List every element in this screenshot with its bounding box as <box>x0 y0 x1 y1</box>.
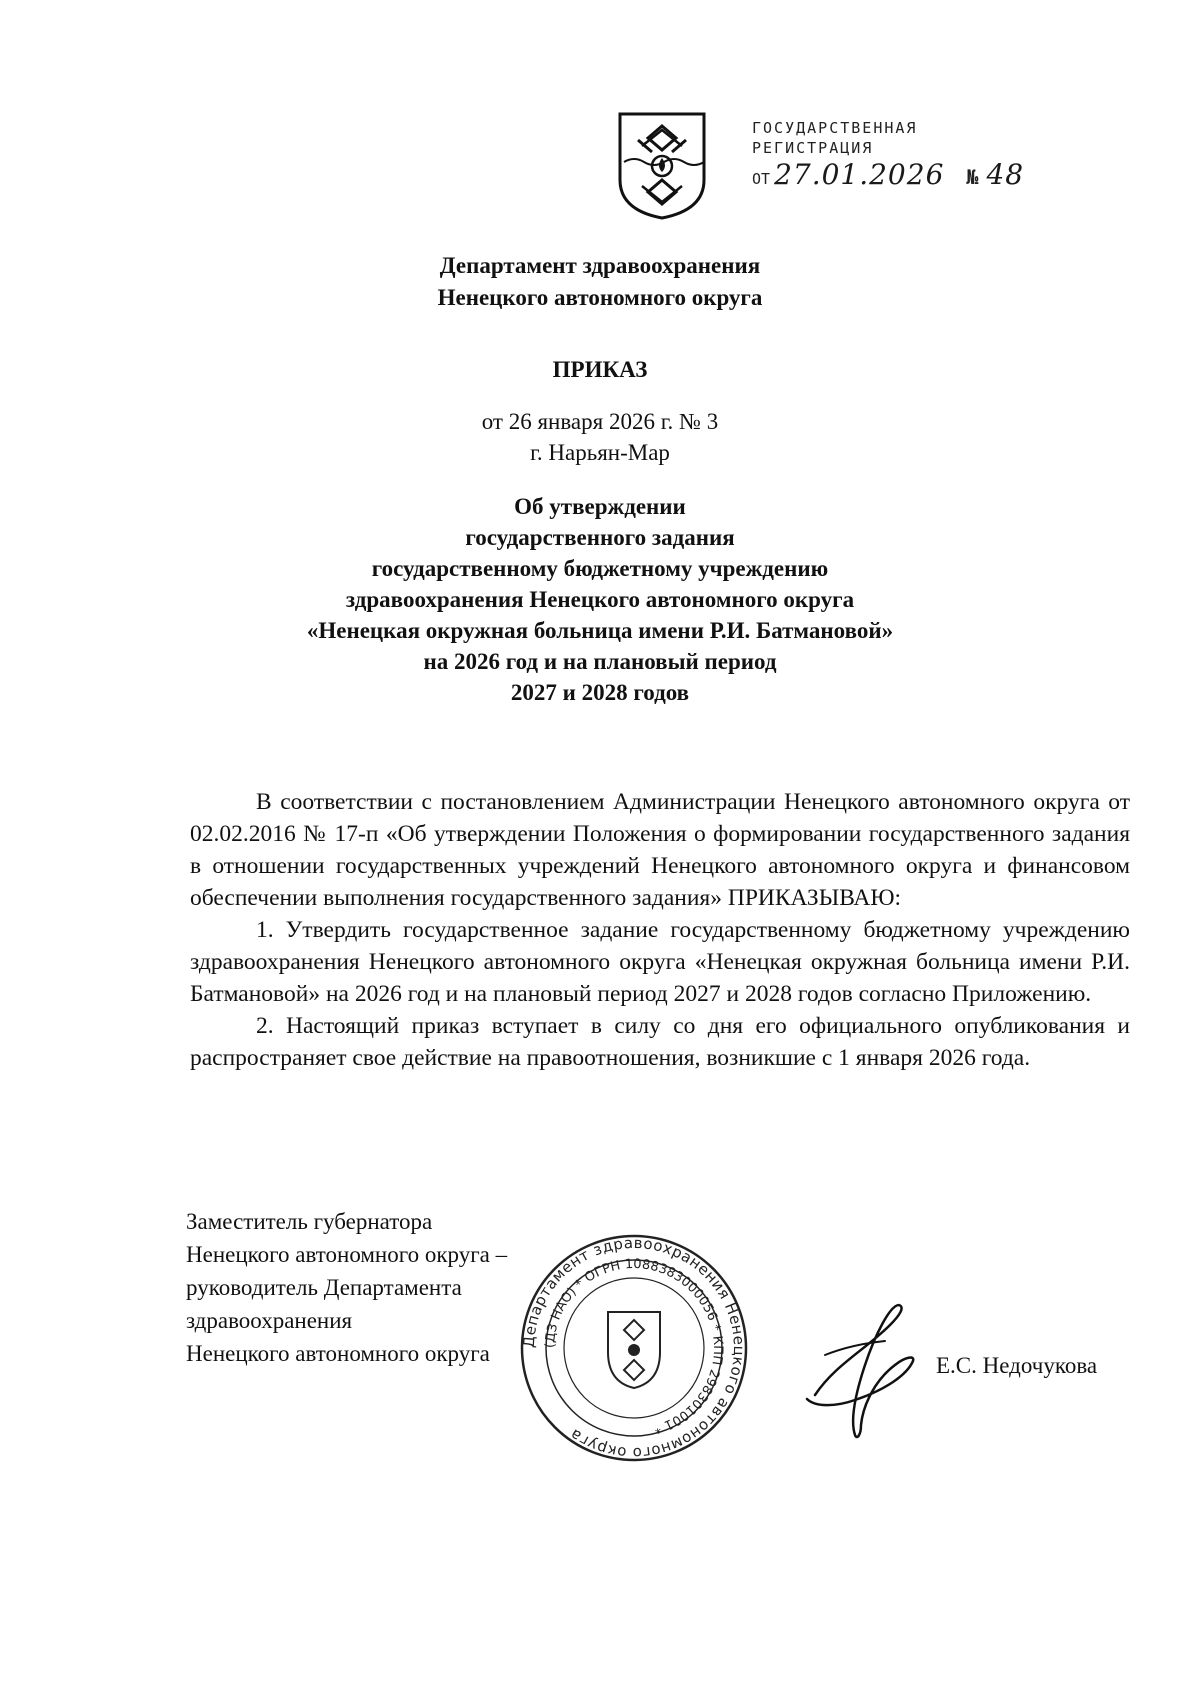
registration-stamp <box>752 118 1025 191</box>
seal-outer-text: Департамент здравоохранения Ненецкого автономного округа <box>519 1233 749 1463</box>
order-body <box>190 786 1130 1074</box>
registration-line-1: ГОСУДАРСТВЕННАЯ <box>752 119 918 137</box>
registration-from-prefix: ОТ <box>752 170 771 188</box>
registration-number-prefix: № <box>966 165 979 189</box>
title-line: Об утверждении <box>514 494 686 519</box>
body-paragraph-preamble: В соответствии с постановлением Администрации Ненецкого автономного округа от 02.02.2016 № 17-п «Об утверждении Положения о формировании государственного задания в отношении государственных учреждений Ненецкого автономного округа и финансовом обеспечении выполнения государственного задания» ПРИКАЗЫВАЮ: <box>190 789 1130 911</box>
department-line-2: Ненецкого автономного округа <box>437 285 763 310</box>
document-date-number: от 26 января 2026 г. № 3 <box>481 409 719 434</box>
document-type: ПРИКАЗ <box>552 357 648 382</box>
registration-line-2: РЕГИСТРАЦИЯ <box>752 139 874 157</box>
title-line: здравоохранения Ненецкого автономного округа <box>345 587 855 612</box>
official-seal <box>518 1232 750 1464</box>
coat-of-arms-icon <box>616 110 708 222</box>
signer-name: Е.С. Недочукова <box>936 1353 1098 1378</box>
signer-position-line: Заместитель губернатора <box>186 1209 433 1234</box>
signer-position-line: руководитель Департамента <box>186 1275 462 1300</box>
department-line-1: Департамент здравоохранения <box>439 253 761 278</box>
seal-emblem-icon <box>608 1312 660 1388</box>
title-line: на 2026 год и на плановый период <box>423 649 777 674</box>
handwritten-signature <box>795 1295 925 1445</box>
registration-date: 27.01.2026 <box>774 158 945 191</box>
signer-position-line: здравоохранения <box>186 1308 353 1333</box>
registration-number: 48 <box>986 158 1025 191</box>
title-line: государственного задания <box>465 525 735 550</box>
body-paragraph-item-2: 2. Настоящий приказ вступает в силу со дня его официального опубликования и распространяет свое действие на правоотношения, возникшие с 1 января 2026 года. <box>190 1013 1130 1071</box>
signer-position-line: Ненецкого автономного округа <box>186 1341 490 1366</box>
title-line: «Ненецкая окружная больница имени Р.И. Батмановой» <box>306 618 894 643</box>
seal-ring-text: (ДЗ НАО) * ОГРН 1088383000056 * КПП 298301001 * <box>542 1256 726 1437</box>
signer-position-line: Ненецкого автономного округа – <box>186 1242 508 1267</box>
title-line: 2027 и 2028 годов <box>510 680 690 705</box>
body-paragraph-item-1: 1. Утвердить государственное задание государственному бюджетному учреждению здравоохранения Ненецкого автономного округа «Ненецкая окружная больница имени Р.И. Батмановой» на 2026 год и на плановый период 2027 и 2028 годов согласно Приложению. <box>190 917 1130 1007</box>
title-line: государственному бюджетному учреждению <box>371 556 829 581</box>
signer-position <box>186 1205 556 1370</box>
registration-date-row <box>752 158 1025 191</box>
document-place: г. Нарьян-Мар <box>530 440 670 465</box>
